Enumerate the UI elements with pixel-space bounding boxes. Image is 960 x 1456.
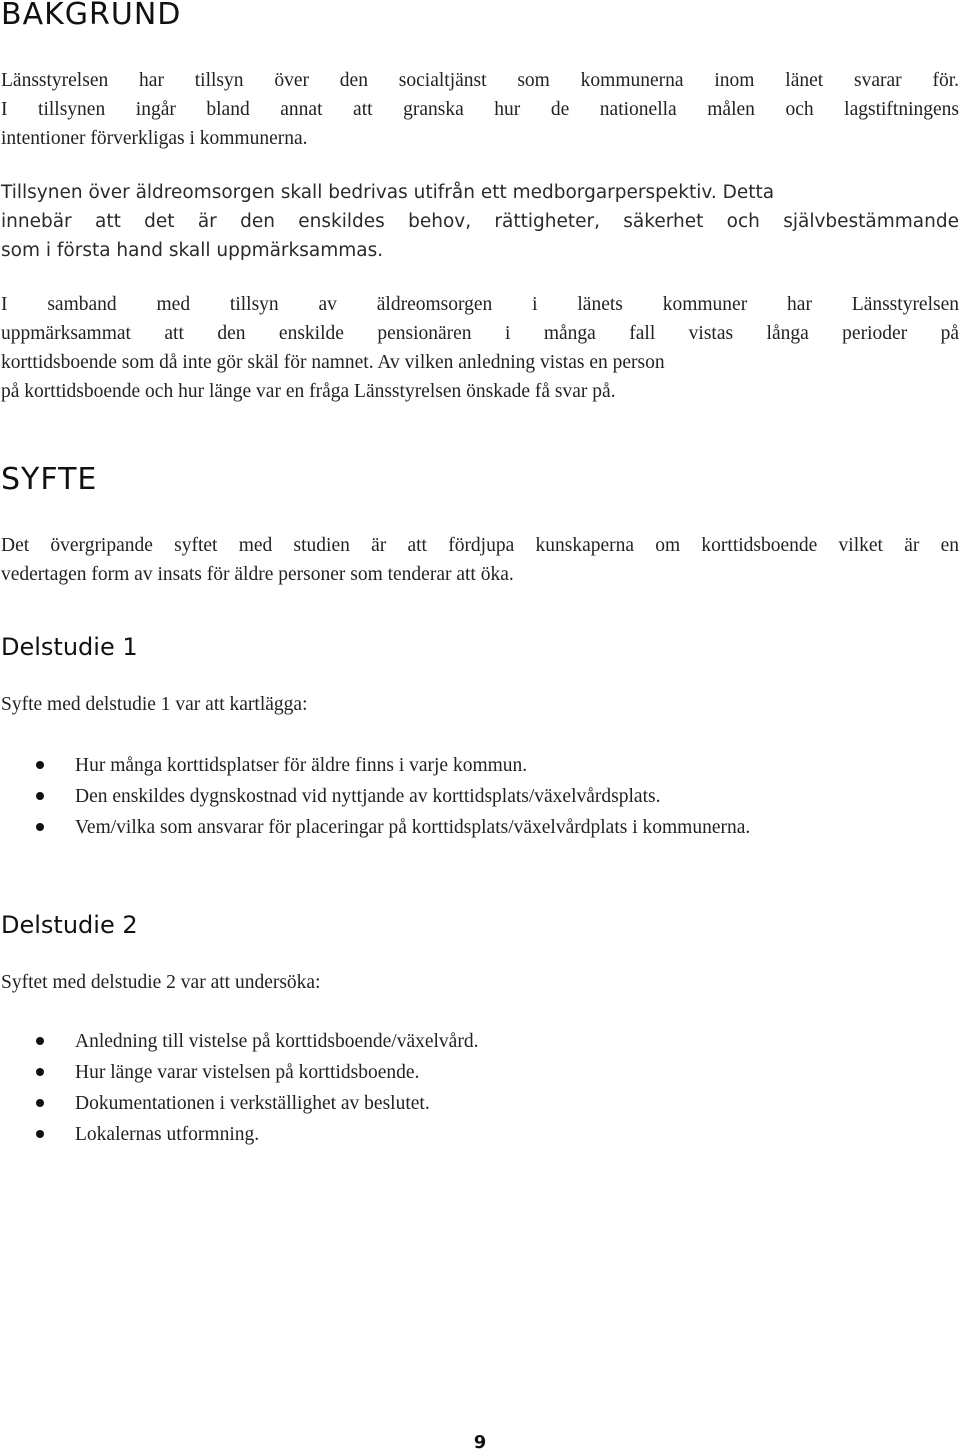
- text-line: Syftet med delstudie 2 var att undersöka:: [1, 972, 321, 993]
- list-item: [0, 1119, 478, 1150]
- paragraph-bakgrund-3: [1, 290, 959, 406]
- text-line: uppmärksammat att den enskilde pensionären i många fall vistas långa perioder på: [1, 323, 959, 344]
- text-line: [1, 178, 959, 207]
- paragraph-bakgrund-2: [1, 178, 959, 265]
- bullet-icon: [36, 823, 44, 831]
- text-line: [1, 348, 959, 377]
- list-item: [0, 781, 750, 812]
- list-item-text: Dokumentationen i verkställighet av beslutet.: [75, 1093, 430, 1114]
- list-item-text: Den enskildes dygnskostnad vid nyttjande av korttidsplats/växelvårdsplats.: [75, 786, 661, 807]
- list-item-text: Lokalernas utformning.: [75, 1124, 260, 1145]
- section-heading-syfte: SYFTE: [1, 462, 98, 497]
- bullet-icon: [36, 1068, 44, 1076]
- list-item: [0, 1057, 478, 1088]
- text-segment: Detta: [722, 182, 775, 203]
- list-item-text: Hur många korttidsplatser för äldre finns i varje kommun.: [75, 755, 528, 776]
- list-item-text: Anledning till vistelse på korttidsboende/växelvård.: [75, 1031, 479, 1052]
- text-line: intentioner förverkligas i kommunerna.: [1, 128, 308, 149]
- bullet-icon: [36, 1130, 44, 1138]
- text-segment: korttidsboende som då inte gör skäl för namnet.: [1, 352, 374, 373]
- text-segment: Av vilken anledning vistas en person: [377, 352, 665, 373]
- paragraph-delstudie-1-intro: [1, 690, 959, 719]
- paragraph-bakgrund-1: [1, 66, 959, 153]
- bullet-icon: [36, 792, 44, 800]
- bullet-icon: [36, 761, 44, 769]
- list-item-text: Hur länge varar vistelsen på korttidsboende.: [75, 1062, 420, 1083]
- text-line: I samband med tillsyn av äldreomsorgen i länets kommuner har Länsstyrelsen: [1, 294, 959, 315]
- list-item: [0, 812, 750, 843]
- text-segment: Tillsynen över äldreomsorgen skall bedrivas utifrån ett medborgarperspektiv.: [1, 182, 717, 203]
- list-item: [0, 1088, 478, 1119]
- text-line: på korttidsboende och hur länge var en fråga Länsstyrelsen önskade få svar på.: [1, 381, 616, 402]
- text-line: Syfte med delstudie 1 var att kartlägga:: [1, 694, 308, 715]
- text-line: vedertagen form av insats för äldre personer som tenderar att öka.: [1, 564, 514, 585]
- list-item-text: Vem/vilka som ansvarar för placeringar på korttidsplats/växelvårdplats i kommunerna.: [75, 817, 751, 838]
- text-line: I tillsynen ingår bland annat att granska hur de nationella målen och lagstiftningens: [1, 99, 959, 120]
- paragraph-delstudie-2-intro: [1, 968, 959, 997]
- text-line: som i första hand skall uppmärksammas.: [1, 240, 384, 261]
- subsection-heading-delstudie-1: Delstudie 1: [1, 633, 138, 661]
- text-line: Det övergripande syftet med studien är att fördjupa kunskaperna om korttidsboende vilket är en: [1, 535, 959, 556]
- text-line: innebär att det är den enskildes behov, rättigheter, säkerhet och självbestämmande: [1, 211, 959, 232]
- bullet-list-delstudie-1: [0, 750, 750, 843]
- list-item: [0, 750, 750, 781]
- page-number: 9: [473, 1432, 487, 1453]
- section-heading-bakgrund: BAKGRUND: [1, 0, 182, 32]
- paragraph-syfte: [1, 531, 959, 589]
- bullet-icon: [36, 1099, 44, 1107]
- bullet-list-delstudie-2: [0, 1026, 478, 1150]
- text-line: Länsstyrelsen har tillsyn över den socialtjänst som kommunerna inom länet svarar för.: [1, 70, 959, 91]
- list-item: [0, 1026, 478, 1057]
- bullet-icon: [36, 1037, 44, 1045]
- subsection-heading-delstudie-2: Delstudie 2: [1, 911, 138, 939]
